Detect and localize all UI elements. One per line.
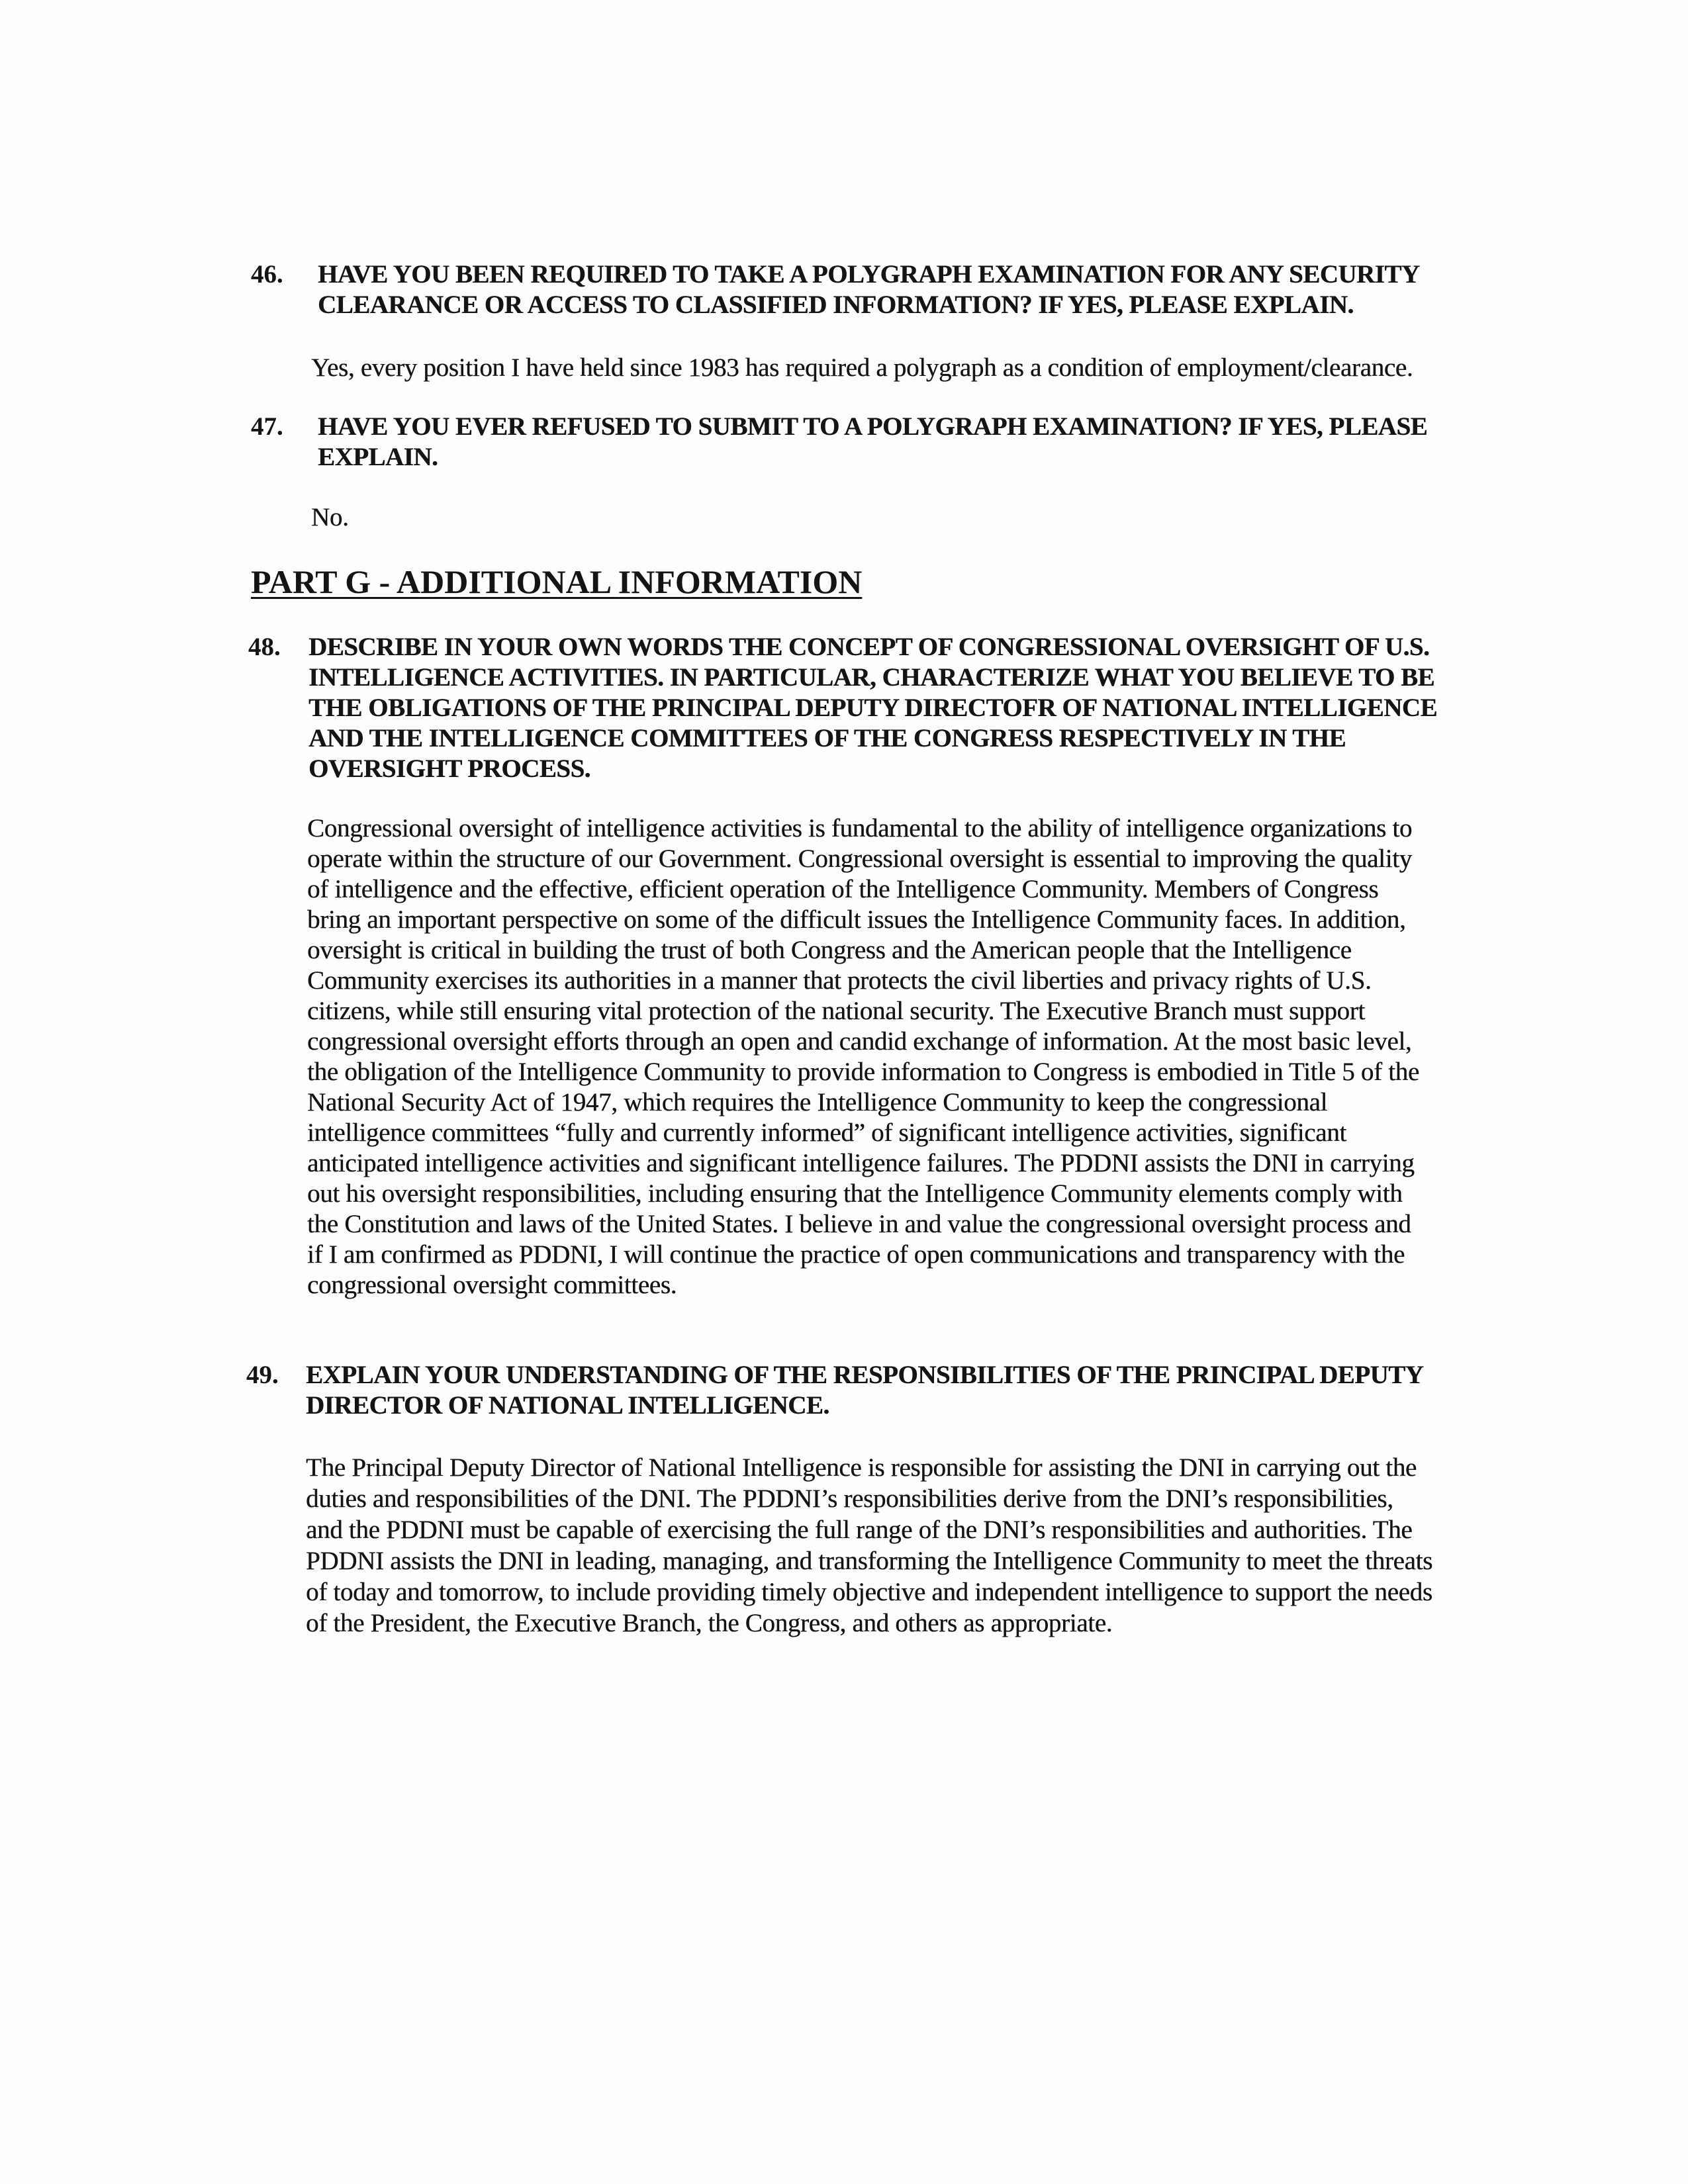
answer-line: duties and responsibilities of the DNI. The PDDNI’s responsibilities derive from the DNI’s responsibilities, (306, 1484, 1393, 1513)
answer-line: congressional oversight committees. (307, 1271, 677, 1299)
answer-line: National Security Act of 1947, which requires the Intelligence Community to keep the congressional (307, 1088, 1328, 1116)
question-number: 46. (251, 260, 283, 289)
answer-46 (311, 353, 1413, 383)
question-46-text (318, 259, 1420, 320)
answer-line: if I am confirmed as PDDNI, I will continue the practice of open communications and transparency with the (307, 1240, 1405, 1269)
answer-line: Community exercises its authorities in a manner that protects the civil liberties and privacy rights of U.S. (307, 966, 1372, 995)
answer-line: and the PDDNI must be capable of exercising the full range of the DNI’s responsibilities and authorities. The (306, 1516, 1413, 1544)
question-line: OVERSIGHT PROCESS. (308, 754, 590, 783)
question-line: HAVE YOU EVER REFUSED TO SUBMIT TO A POLYGRAPH EXAMINATION? IF YES, PLEASE (318, 412, 1428, 441)
section-heading: PART G - ADDITIONAL INFORMATION (251, 563, 863, 600)
answer-line: of intelligence and the effective, efficient operation of the Intelligence Community. Members of Congress (307, 875, 1379, 903)
answer-line: the obligation of the Intelligence Community to provide information to Congress is embodied in Title 5 of the (307, 1058, 1419, 1086)
answer-line: No. (311, 503, 349, 531)
answer-47 (311, 502, 349, 533)
answer-line: oversight is critical in building the trust of both Congress and the American people that the Intelligence (307, 936, 1352, 964)
question-number: 49. (246, 1361, 279, 1389)
question-number: 47. (251, 412, 283, 441)
question-line: EXPLAIN YOUR UNDERSTANDING OF THE RESPONSIBILITIES OF THE PRINCIPAL DEPUTY (306, 1361, 1424, 1389)
answer-line: the Constitution and laws of the United States. I believe in and value the congressional oversight process and (307, 1210, 1411, 1238)
answer-line: operate within the structure of our Government. Congressional oversight is essential to improving the quality (307, 844, 1412, 873)
answer-line: PDDNI assists the DNI in leading, managing, and transforming the Intelligence Community to meet the threats (306, 1547, 1432, 1575)
question-48-text (308, 632, 1437, 784)
question-line: CLEARANCE OR ACCESS TO CLASSIFIED INFORMATION? IF YES, PLEASE EXPLAIN. (318, 291, 1354, 319)
answer-line: out his oversight responsibilities, including ensuring that the Intelligence Community elements comply with (307, 1179, 1403, 1208)
answer-line: of the President, the Executive Branch, the Congress, and others as appropriate. (306, 1609, 1113, 1637)
question-line: AND THE INTELLIGENCE COMMITTEES OF THE CONGRESS RESPECTIVELY IN THE (308, 724, 1346, 752)
answer-line: bring an important perspective on some of the difficult issues the Intelligence Community faces. In addition, (307, 905, 1406, 934)
answer-line: congressional oversight efforts through an open and candid exchange of information. At the most basic level, (307, 1027, 1412, 1056)
answer-line: Yes, every position I have held since 1983 has required a polygraph as a condition of employment/clearance. (311, 353, 1413, 382)
answer-line: The Principal Deputy Director of National Intelligence is responsible for assisting the DNI in carrying out the (306, 1453, 1417, 1482)
answer-48 (307, 813, 1419, 1300)
question-line: HAVE YOU BEEN REQUIRED TO TAKE A POLYGRAPH EXAMINATION FOR ANY SECURITY (318, 260, 1420, 289)
answer-line: of today and tomorrow, to include providing timely objective and independent intelligence to support the needs (306, 1578, 1432, 1606)
question-line: THE OBLIGATIONS OF THE PRINCIPAL DEPUTY DIRECTOFR OF NATIONAL INTELLIGENCE (308, 694, 1437, 722)
question-49-text (306, 1360, 1423, 1421)
answer-line: citizens, while still ensuring vital protection of the national security. The Executive Branch must support (307, 997, 1365, 1025)
question-47-text (318, 412, 1427, 473)
question-line: DESCRIBE IN YOUR OWN WORDS THE CONCEPT OF CONGRESSIONAL OVERSIGHT OF U.S. (308, 633, 1430, 661)
answer-line: intelligence committees “fully and currently informed” of significant intelligence activities, significant (307, 1118, 1346, 1147)
question-line: EXPLAIN. (318, 443, 438, 471)
question-number: 48. (248, 633, 281, 661)
answer-line: anticipated intelligence activities and significant intelligence failures. The PDDNI assists the DNI in carrying (307, 1149, 1415, 1177)
answer-49 (306, 1452, 1432, 1639)
answer-line: Congressional oversight of intelligence activities is fundamental to the ability of intelligence organizations to (307, 814, 1413, 842)
question-line: DIRECTOR OF NATIONAL INTELLIGENCE. (306, 1391, 829, 1420)
question-line: INTELLIGENCE ACTIVITIES. IN PARTICULAR, CHARACTERIZE WHAT YOU BELIEVE TO BE (308, 663, 1435, 692)
